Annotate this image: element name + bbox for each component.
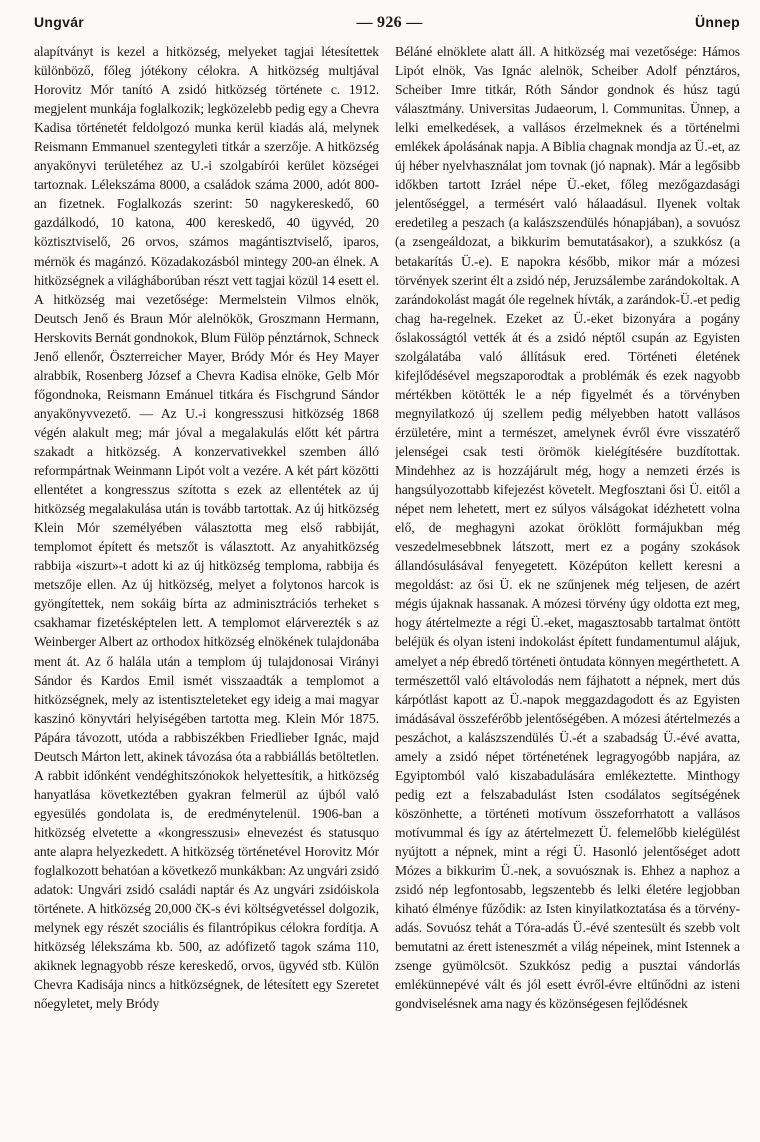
header-right-term: Ünnep: [694, 14, 740, 30]
left-column: [34, 42, 379, 1142]
text-columns: [34, 42, 740, 1142]
right-column: [395, 42, 740, 1142]
left-column-text: alapítványt is kezel a hitközség, melyeket tagjai létesítettek különböző, főleg jótékony célokra. A hitközség multjával Horovitz Mór tanító A zsidó hitközség története c. 1912. megjelent munkája foglalkozik; legközelebb pedig egy a Chevra Kadisa történetét feldolgozó munka kerül kiadás alá, melynek Reismann Emmanuel szentegyleti titkár a szerzője. A hitközség anyakönyvi területéhez az U.-i szolgabírói kerület községei tartoznak. Lélekszáma 8000, a családok száma 2000, adót 800-an fizetnek. Foglalkozás szerint: 50 nagykereskedő, 60 gazdálkodó, 10 katona, 400 kereskedő, 40 ügyvéd, 20 köztisztviselő, 26 orvos, számos magántisztviselő, iparos, mérnök és magánzó. Közadakozásból mintegy 200-an élnek. A hitközségnek a világháborúban részt vett tagjai közül 14 esett el. A hitközség mai vezetősége: Mermelstein Vilmos elnök, Deutsch Jenő és Braun Mór alelnökök, Groszmann Hermann, Herskovits Bernát gondnokok, Blum Fülöp pénztárnok, Schneck Jenő ellenőr, Öszterreicher Mayer, Bródy Mór és Hey Mayer alrabbik, Rosenberg József a Chevra Kadisa elnöke, Gelb Mór főgondnoka, Reismann Emánuel titkára és Fischgrund Sándor anyakönyvvezető. — Az U.-i kongresszusi hitközség 1868 végén alakult meg; már jóval a megalakulás előtt két pártra szakadt a hitközség. A konzervativekkel szemben álló reformpártnak Weinmann Lipót volt a vezére. A két párt közötti ellentétet a kongresszus szította s ezek az ellentétek az új hitközség megalakulása után is tovább tartottak. Az új hitközség Klein Mór személyében választotta meg első rabbiját, templomot épített és metszőt is választott. Az anyahitközség rabbija «iszurt»-t adott ki az új hitközség temploma, rabbija és metszője ellen. Az új hitközség, melyet a folytonos harcok is gyöngítettek, nem sokáig bírta az adminisztrációs terheket s csakhamar fizetésképtelen lett. A templomot elárverezték s az Weinberger Albert az orthodox hitközség elnökének tulajdonába ment át. Az ő halála után a templom új tulajdonosai Virányi Sándor és Kardos Emil ismét visszaadták a templomot a hitközségnek, mely az istentiszteleteket egy ideig a mai magyar kaszinó könyvtári helyiségében tartotta meg. Klein Mór 1875. Pápára távozott, utóda a rabbiszékben Friedlieber Ignác, majd Deutsch Márton lett, akinek távozása óta a rabbiállás betöltetlen. A rabbit időnként vendéghitszónokok helyettesítik, a hitközség hanyatlása következtében gyakran felmerül az újból való egyesülés gondolata is, de eredménytelenül. 1906-ban a hitközség elvetette a «kongresszusi» elnevezést és statusquo ante alapra helyezkedett. A hitközség történetével Horovitz Mór foglalkozott behatóan a következő munkákban: Az ungvári zsidó adatok: Ungvári zsidó családi naptár és Az ungvári zsidóiskola története. A hitközség 20,000 čK-s évi költségvetéssel dolgozik, melynek egy részét szociális és filantrópikus célokra fordítja. A hitközség lélekszáma kb. 500, az adófizető tagok száma 110, akiknek legnagyobb része kereskedő, orvos, ügyvéd stb. Külön Chevra Kadisája nincs a hitközségnek, de létesített egy Szeretet nőegyletet, mely Bródy: [34, 44, 379, 1012]
page-number: — 926 —: [356, 14, 423, 31]
header-left-term: Ungvár: [34, 14, 85, 30]
running-header: [34, 14, 740, 38]
right-column-text: Béláné elnöklete alatt áll. A hitközség mai vezetősége: Hámos Lipót elnök, Vas Ignác alelnök, Scheiber Adolf pénztáros, Scheiber Imre titkár, Róth Sándor gondnok és húsz tagú választmány. Universitas Judaeorum, l. Communitas. Ünnep, a lelki emelkedések, a vallásos érzelmeknek és a történelmi emlékek ápolásának napja. A Biblia chagnak mondja az Ü.-et, az új héber nyelvhasználat jom tovnak (jó napnak). Már a legősibb időkben tartott Izráel népe Ü.-eket, főleg mezőgazdasági jelentőséggel, a termésért való hálaadásul. Ilyenek voltak eredetileg a peszach (a kalászszendülés hónapjában), a sovuósz (a zsengeáldozat, a bikkurim bemutatásakor), a szukkósz (a betakarítás Ü.-e). E napokra később, mikor már a mózesi törvények szerint élt a zsidó nép, Jeruzsálembe zarándokoltak. A zarándokolást magát óle regelnek hívták, a zarándok-Ü.-et pedig chag ha-regelnek. Ezeket az Ü.-eket bizonyára a pogány őslakosságtól vették át és a zsidó néptől csupán az Egyisten szolgálatába való állításuk ered. Történeti életének kifejlődésével megszaporodtak a problémák és ezek nagyobb mértékben kötötték le a nép figyelmét és a törvényben megnyilatkozó új szellem pedig mélyebben hatott vallásos érzületére, mint a természet, amelynek évről évre visszatérő jelenségei csak testi örömök kielégítésére buzdítottak. Mindehhez az is hozzájárult még, hogy a nemzeti érzés is hangsúlyozottabb kifejezést követelt. Megfosztani ősi Ü. eitől a népet nem lehetett, mert ez súlyos válságokat idézhetett volna elő, de meghagyni azokat öröklött formájukban még veszedelmesebbnek látszott, mert ez a pogány szokások állandósulásával fenyegetett. Középúton kellett keresni a megoldást: az ősi Ü. ek ne szűnjenek még teljesen, de azért mégis újaknak hassanak. A mózesi törvény úgy oldotta ezt meg, hogy átértelmezte a régi Ü.-eket, magasztosabb tartalmat öntött beléjük és olyan isteni indokolást épített fundamentumul alájuk, amelyet a nép ébredő történeti öntudata könnyen megérthetett. A természettől való eltávolodás nem fájhatott a népnek, mert dús kárpótlást kapott az Ü.-napok meggazdagodott és az Egyisten imádásával összeférőbb jelentőségében. A mózesi átértelmezés a peszáchot, a kalászszendülés Ü.-ét a szabadság Ü.-évé avatta, amely a zsidó népet történetének legragyogóbb napjára, az Egyiptomból való kiszabadulására emlékeztette. Minthogy pedig ezt a felszabadulást Isten csodálatos segítségének köszönhette, a történeti motívum összeforrhatott a vallásos motívummal és így az átértelmezett Ü. felemelőbb kielégülést nyújtott a népnek, mint a régi Ü. Hasonló jelentőséget adott Mózes a bikkurim Ü.-nek, a sovuósznak is. Ehhez a naphoz a zsidó nép legfontosabb, legszentebb és lelki életére legjobban kiható élménye fűződik: az Isten kinyilatkoztatása és a törvény-adás. Sovuósz tehát a Tóra-adás Ü.-évé szentesült és szebb volt bemutatni az érett isteneszmét a világ népeinek, mint Istennek a zsenge gyümölcsöt. Szukkósz pedig a pusztai vándorlás emlékünnepévé vált és jól esett évről-évre eltűnődni az isteni gondviselésnek ama nagy és közönségesen fejlődésnek: [395, 44, 740, 1012]
